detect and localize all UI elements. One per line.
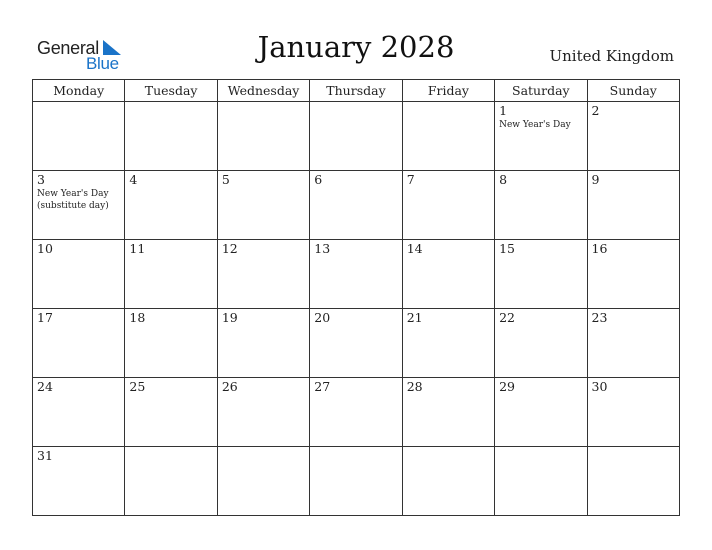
day-number: 29 [499, 379, 516, 394]
day-cell [587, 378, 679, 447]
day-cell [217, 447, 309, 516]
day-cell [125, 171, 217, 240]
week-row [33, 171, 680, 240]
day-cell [217, 240, 309, 309]
day-cell [495, 309, 587, 378]
weekday-header: Wednesday [217, 80, 309, 102]
day-cell [495, 102, 587, 171]
day-number: 11 [129, 241, 146, 256]
day-cell [33, 102, 125, 171]
day-number: 3 [37, 172, 45, 187]
week-row [33, 447, 680, 516]
day-number: 24 [37, 379, 53, 394]
weekday-header: Thursday [310, 80, 402, 102]
day-cell [402, 309, 494, 378]
day-number: 12 [221, 241, 238, 256]
day-number: 16 [591, 241, 608, 256]
day-cell [310, 240, 402, 309]
day-cell [587, 102, 679, 171]
day-cell [125, 240, 217, 309]
day-cell [33, 309, 125, 378]
day-number: 4 [129, 172, 138, 187]
weekday-header-row [33, 80, 680, 102]
day-cell [125, 309, 217, 378]
week-row [33, 240, 680, 309]
weekday-header: Saturday [495, 80, 587, 102]
day-cell [402, 240, 494, 309]
day-cell [217, 378, 309, 447]
day-cell [587, 171, 679, 240]
logo-word-blue: Blue [86, 54, 119, 73]
week-row [33, 378, 680, 447]
holiday-label: New Year's Day [499, 120, 571, 130]
day-cell [217, 171, 309, 240]
day-cell [33, 378, 125, 447]
day-number: 9 [591, 172, 600, 187]
day-cell [495, 171, 587, 240]
day-number: 13 [314, 241, 331, 256]
weekday-header: Tuesday [125, 80, 217, 102]
day-number: 10 [37, 241, 53, 256]
week-row [33, 102, 680, 171]
day-number: 19 [221, 310, 238, 325]
weekday-header: Monday [33, 80, 125, 102]
day-number: 20 [314, 310, 331, 325]
weekday-header: Sunday [587, 80, 679, 102]
day-cell [125, 102, 217, 171]
day-cell [587, 240, 679, 309]
day-cell [310, 378, 402, 447]
day-cell [495, 378, 587, 447]
day-number: 28 [406, 379, 423, 394]
day-cell [310, 171, 402, 240]
logo-word-general: General [37, 38, 99, 58]
day-cell [33, 171, 125, 240]
calendar-grid [32, 79, 680, 516]
day-number: 21 [406, 310, 423, 325]
day-cell [587, 447, 679, 516]
country-label: United Kingdom [549, 47, 674, 65]
day-number: 22 [499, 310, 516, 325]
day-cell [33, 240, 125, 309]
day-number: 5 [221, 172, 230, 187]
week-row [33, 309, 680, 378]
day-number: 8 [499, 172, 508, 187]
day-number: 7 [406, 172, 415, 187]
day-cell [402, 378, 494, 447]
day-cell [310, 309, 402, 378]
day-cell [495, 447, 587, 516]
weekday-header: Friday [402, 80, 494, 102]
day-number: 30 [591, 379, 608, 394]
day-cell [125, 447, 217, 516]
day-cell [402, 171, 494, 240]
day-cell [402, 102, 494, 171]
day-number: 18 [129, 310, 146, 325]
day-cell [310, 447, 402, 516]
day-number: 14 [406, 241, 423, 256]
day-number: 25 [129, 379, 146, 394]
day-number: 23 [591, 310, 608, 325]
day-cell [495, 240, 587, 309]
holiday-label: New Year's Day (substitute day) [37, 189, 109, 211]
day-number: 1 [499, 103, 508, 118]
day-cell [125, 378, 217, 447]
day-cell [587, 309, 679, 378]
day-number: 6 [314, 172, 323, 187]
day-number: 26 [221, 379, 238, 394]
day-cell [217, 309, 309, 378]
day-number: 17 [37, 310, 53, 325]
day-number: 27 [314, 379, 331, 394]
calendar-title: January 2028 [257, 30, 455, 64]
day-cell [402, 447, 494, 516]
day-number: 31 [37, 448, 53, 463]
day-cell [217, 102, 309, 171]
day-cell [310, 102, 402, 171]
day-number: 15 [499, 241, 516, 256]
day-number: 2 [591, 103, 600, 118]
day-cell [33, 447, 125, 516]
